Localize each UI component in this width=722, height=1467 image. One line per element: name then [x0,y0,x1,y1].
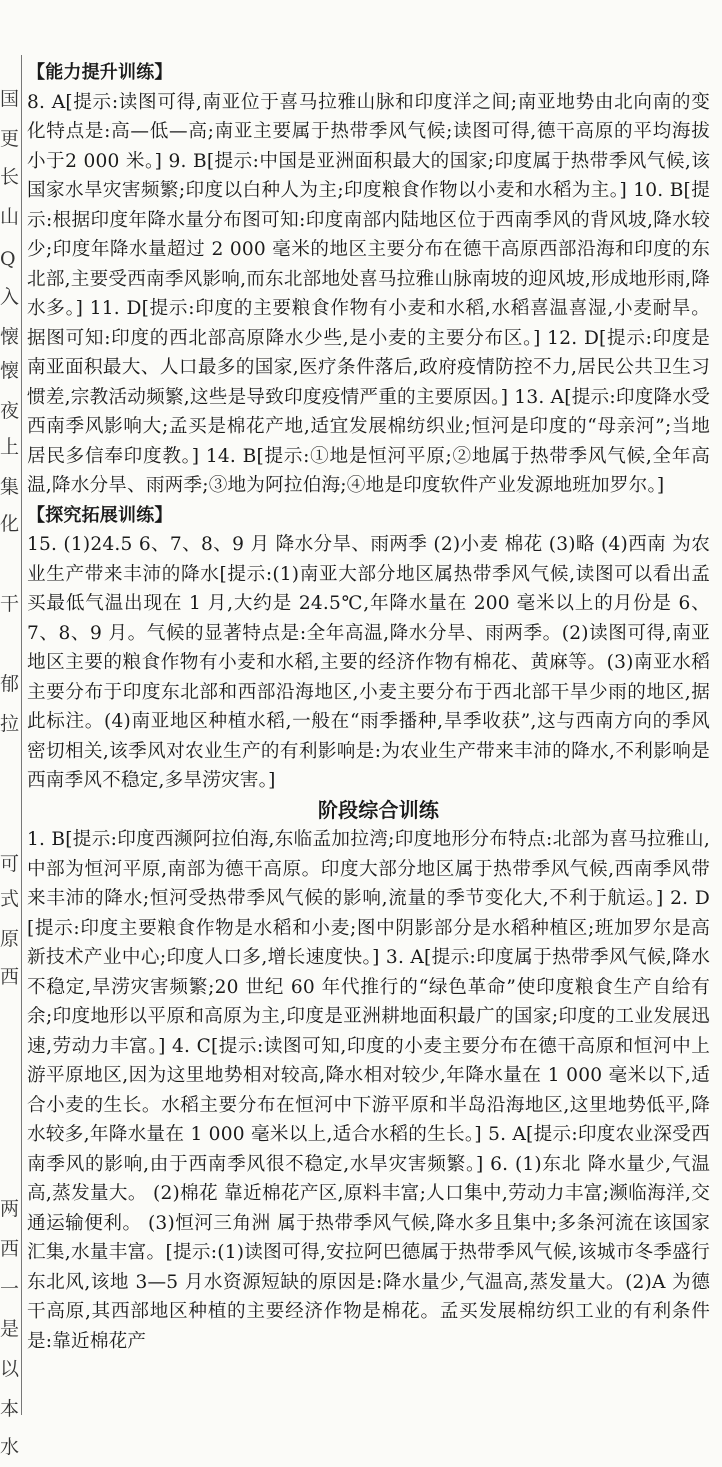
section-body-stage: 1. B[提示:印度西濒阿拉伯海,东临孟加拉湾;印度地形分布特点:北部为喜马拉雅山,中部为恒河平原,南部为德干高原。印度大部分地区属于热带季风气候,西南季风带来丰沛的降水;恒河受热带季风气候的影响,流量的季节变化大,不利于航运。] 2. D[提示:印度主要粮食作物是水稻和小麦;图中阴影部分是水稻种植区;班加罗尔是高新技术产业中心;印度人口多,增长速度快。] 3. A[提示:印度属于热带季风气候,降水不稳定,旱涝灾害频繁;20 世纪 60 年代推行的“绿色革命”使印度粮食生产自给有余;印度地形以平原和高原为主,印度是亚洲耕地面积最广的国家;印度的工业发展迅速,劳动力丰富。] 4. C[提示:读图可知,印度的小麦主要分布在德干高原和恒河中上游平原地区,因为这里地势相对较高,降水相对较少,年降水量在 1 000 毫米以下,适合小麦的生长。水稻主要分布在恒河中下游平原和半岛沿海地区,这里地势低平,降水较多,年降水量在 1 000 毫米以上,适合水稻的生长。] 5. A[提示:印度农业深受西南季风的影响,由于西南季风很不稳定,水旱灾害频繁。] 6. (1)东北 降水量少,气温高,蒸发量大。 (2)棉花 靠近棉花产区,原料丰富;人口集中,劳动力丰富;濒临海洋,交通运输便利。 (3)恒河三角洲 属于热带季风气候,降水多且集中;多条河流在该国家汇集,水量丰富。[提示:(1)读图可得,安拉阿巴德属于热带季风气候,该城市冬季盛行东北风,该地 3—5 月水资源短缺的原因是:降水量少,气温高,蒸发量大。(2)A 为德干高原,其西部地区种植的主要经济作物是棉花。孟买发展棉纺织工业的有利条件是:靠近棉花产 [27,829,710,1352]
margin-fragment: 集 [0,476,20,498]
margin-fragment: 原 [0,928,20,950]
margin-fragment: 水 [0,1436,20,1458]
margin-fragment: 以 [0,1358,20,1380]
margin-fragment: Q [0,248,16,270]
margin-fragment: 西 [0,966,20,988]
margin-fragment: 更 [0,128,20,150]
section-body-ability: 8. A[提示:读图可得,南亚位于喜马拉雅山脉和印度洋之间;南亚地势由北向南的变化特点是:高—低—高;南亚主要属于热带季风气候;读图可得,德干高原的平均海拔小于2 000 米。] 9. B[提示:中国是亚洲面积最大的国家;印度属于热带季风气候,该国家水旱灾害频繁;印度以白种人为主;印度粮食作物以小麦和水稻为主。] 10. B[提示:根据印度年降水量分布图可知:印度南部内陆地区位于西南季风的背风坡,降水较少;印度年降水量超过 2 000 毫米的地区主要分布在德干高原西部沿海和印度的东北部,主要受西南季风影响,而东北部地处喜马拉雅山脉南坡的迎风坡,形成地形雨,降水多。] 11. D[提示:印度的主要粮食作物有小麦和水稻,水稻喜温喜湿,小麦耐旱。据图可知:印度的西北部高原降水少些,是小麦的主要分布区。] 12. D[提示:印度是南亚面积最大、人口最多的国家,医疗条件落后,政府疫情防控不力,居民公共卫生习惯差,宗教活动频繁,这些是导致印度疫情严重的主要原因。] 13. A[提示:印度降水受西南季风影响大;孟买是棉花产地,适宜发展棉纺织业;恒河是印度的“母亲河”;当地居民多信奉印度教。] 14. B[提示:①地是恒河平原;②地属于热带季风气候,全年高温,降水分旱、雨两季;③地为阿拉伯海;④地是印度软件产业发源地班加罗尔。] [27,91,710,496]
margin-fragment: 一 [0,1278,20,1300]
margin-fragment: 入 [0,286,20,308]
margin-fragment: 式 [0,888,20,910]
margin-fragment: 长 [0,166,20,188]
section-body-explore: 15. (1)24.5 6、7、8、9 月 降水分旱、雨两季 (2)小麦 棉花 (3)略 (4)西南 为农业生产带来丰沛的降水[提示:(1)南亚大部分地区属热带季风气候,读图可以看出孟买最低气温出现在 1 月,大约是 24.5℃,年降水量在 200 毫米以上的月份是 6、7、8、9 月。气候的显著特点是:全年高温,降水分旱、雨两季。(2)读图可得,南亚地区主要的粮食作物有小麦和水稻,主要的经济作物有棉花、黄麻等。(3)南亚水稻主要分布于印度东北部和西部沿海地区,小麦主要分布于西北部干旱少雨的地区,据此标注。(4)南亚地区种植水稻,一般在“雨季播种,旱季收获”,这与西南方向的季风密切相关,该季风对农业生产的有利影响是:为农业生产带来丰沛的降水,不利影响是西南季风不稳定,多旱涝灾害。] [27,534,710,791]
margin-fragment: 国 [0,88,20,110]
margin-fragment: 上 [0,436,20,458]
margin-fragment: 化 [0,513,20,535]
stage-title: 阶段综合训练 [317,797,440,822]
section-heading-explore: 【探究拓展训练】 [27,504,173,526]
margin-fragment: 本 [0,1398,20,1420]
margin-fragment: 可 [0,853,20,875]
margin-fragment: 两 [0,1198,20,1220]
margin-divider [21,55,22,1415]
margin-fragment: 懐 [0,326,20,348]
margin-fragment: 夜 [0,400,20,422]
margin-fragment: 干 [0,593,20,615]
margin-fragment: 是 [0,1318,20,1340]
answer-page [27,58,710,1356]
margin-fragment: 郁 [0,673,20,695]
margin-fragment: 西 [0,1238,20,1260]
margin-fragment: 懐 [0,360,20,382]
section-heading-ability: 【能力提升训练】 [27,62,173,83]
left-margin-fragments [0,60,20,1458]
margin-fragment: 山 [0,206,20,228]
margin-fragment: 拉 [0,713,20,735]
